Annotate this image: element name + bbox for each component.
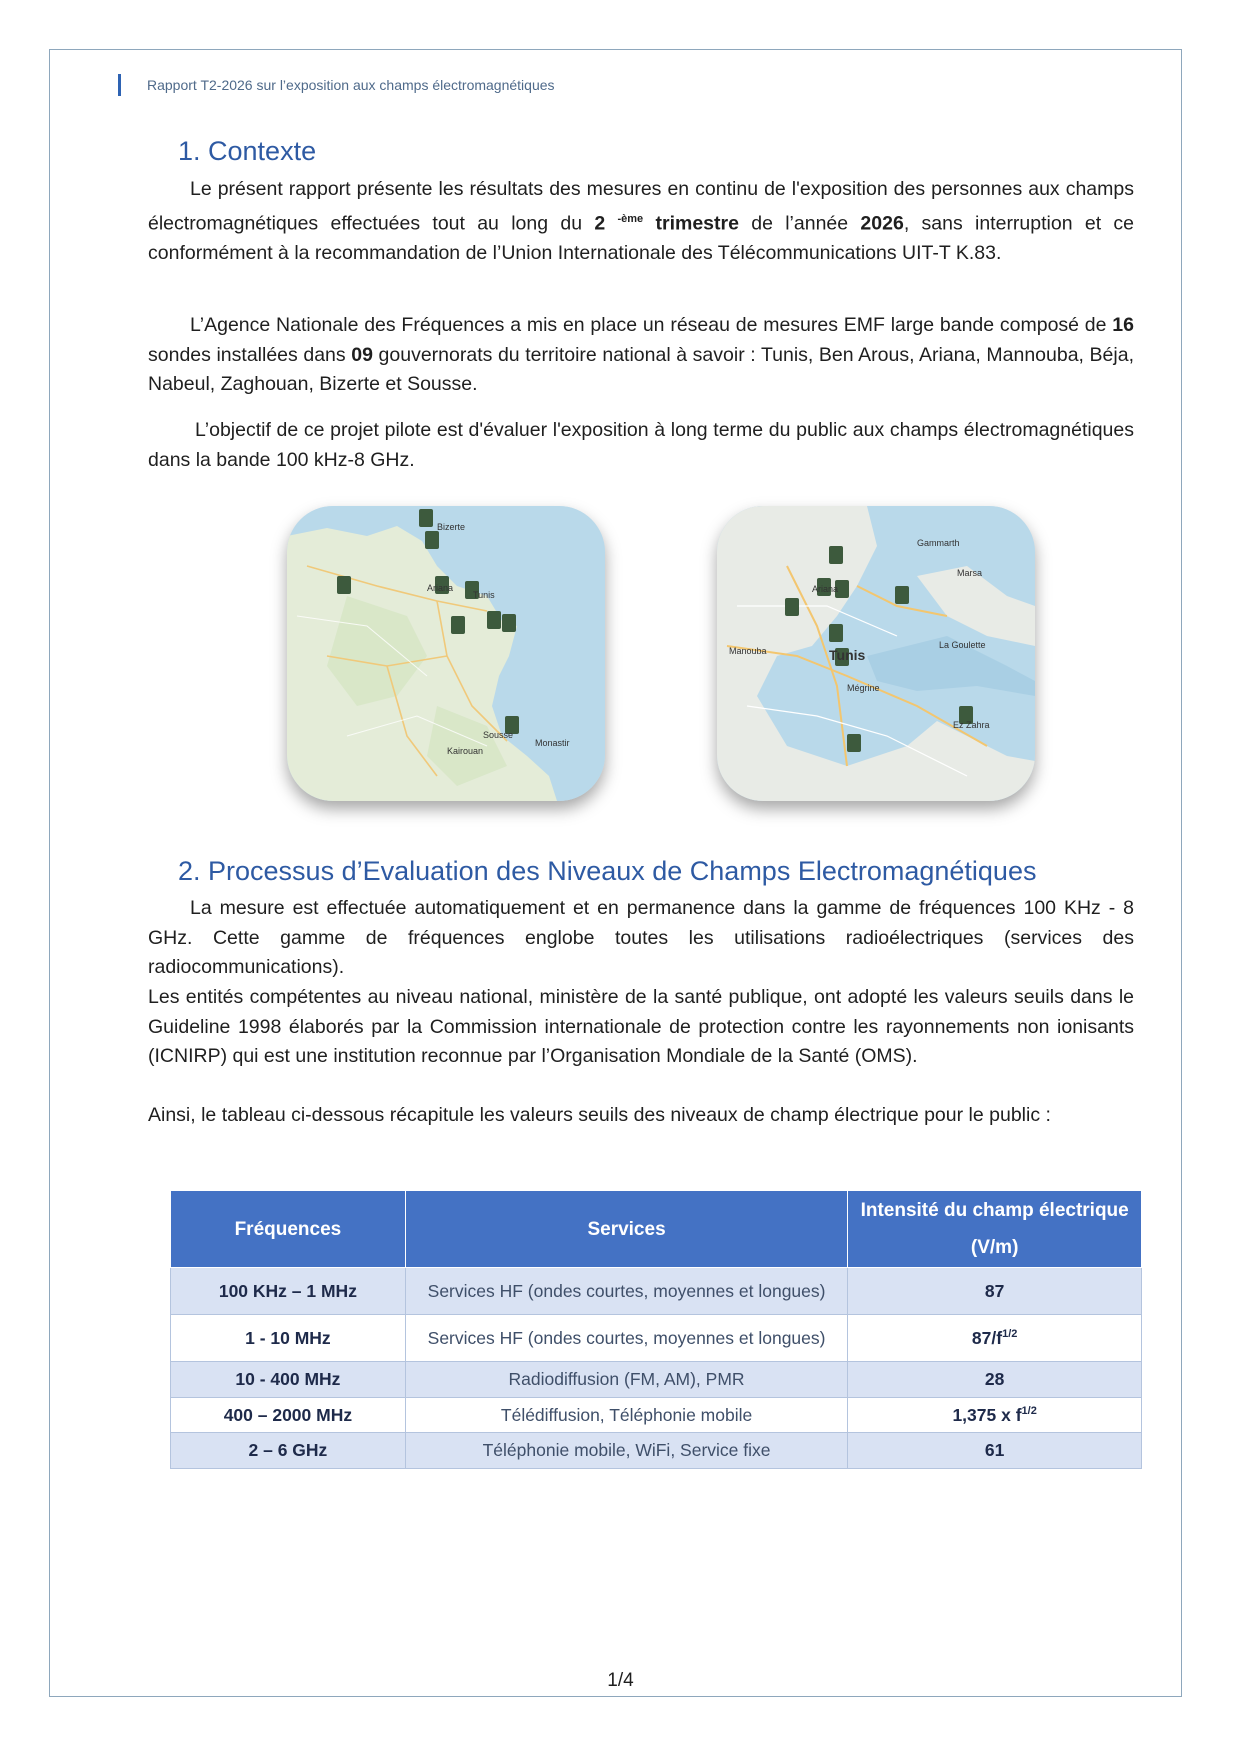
cell-service: Téléphonie mobile, WiFi, Service fixe bbox=[405, 1433, 847, 1469]
governorate-count: 09 bbox=[351, 343, 373, 366]
section-1-heading: 1. Contexte bbox=[178, 136, 317, 166]
section-1-paragraph-3: L’objectif de ce projet pilote est d'évaluer l'exposition à long terme du public aux champs électromagnétiques dans la bande 100 kHz-8 GHz. bbox=[148, 419, 1134, 471]
table-row bbox=[171, 1433, 1142, 1469]
column-header-field-intensity: Intensité du champ électrique (V/m) bbox=[848, 1191, 1142, 1268]
map-right-label-2: Ariana bbox=[812, 584, 839, 594]
column-header-services: Services bbox=[405, 1191, 847, 1268]
section-1-paragraph-2: L’Agence Nationale des Fréquences a mis en place un réseau de mesures EMF large bande composé de 16 sondes installées dans 09 gouvernorats du territoire national à savoir : Tunis, Ben Arous, Ariana, Mannouba, Béja, Nabeul, Zaghouan, Bizerte et Sousse. bbox=[148, 314, 1135, 395]
threshold-table bbox=[170, 1190, 1142, 1469]
table-header-row bbox=[171, 1191, 1142, 1268]
page-number: 1/4 bbox=[607, 1670, 634, 1691]
probe-count: 16 bbox=[1112, 314, 1134, 336]
cell-frequency: 10 - 400 MHz bbox=[171, 1362, 406, 1398]
map-tunis-area bbox=[717, 506, 1035, 801]
cell-value: $87/f^{1/2}$ bbox=[848, 1315, 1142, 1362]
cell-value: 87 bbox=[848, 1268, 1142, 1315]
section-2-paragraph-3: Ainsi, le tableau ci-dessous récapitule les valeurs seuils des niveaux de champ électrique pour le public : bbox=[148, 1104, 1051, 1126]
column-header-frequencies: Fréquences bbox=[171, 1191, 406, 1268]
section-1-paragraph-1: Le présent rapport présente les résultats des mesures en continu de l'exposition des personnes aux champs électromagnétiques effectuées tout au long du 2 $^{-ème}$ trimestre de l’année 2026, sans interruption et ce conformément à la recommandation de l’Union Internationale des Télécommunications UIT-T K.83. bbox=[148, 178, 1135, 264]
map-left-label-6: Kairouan bbox=[447, 746, 484, 756]
map-right-label-5: Mégrine bbox=[847, 683, 880, 693]
cell-frequency: 400 – 2000 MHz bbox=[171, 1398, 406, 1433]
cell-frequency: 1 - 10 MHz bbox=[171, 1315, 406, 1362]
cell-service: Radiodiffusion (FM, AM), PMR bbox=[405, 1362, 847, 1398]
map-right-label-3: Manouba bbox=[729, 646, 767, 656]
map-tunis-area-graphic bbox=[717, 506, 1035, 801]
header-accent-bar bbox=[118, 74, 121, 96]
map-left-label-5: Monastir bbox=[535, 738, 570, 748]
map-right-label-7: Marsa bbox=[957, 568, 983, 578]
header-title: Rapport T2-2026 sur l’exposition aux champs électromagnétiques bbox=[147, 77, 555, 93]
map-right-label-4: La Goulette bbox=[939, 640, 986, 650]
quarter-word: trimestre bbox=[655, 212, 739, 234]
cell-value: 28 bbox=[848, 1362, 1142, 1398]
quarter-number: 2 bbox=[594, 212, 606, 234]
section-2-paragraph-2: Les entités compétentes au niveau national, ministère de la santé publique, ont adopté les valeurs seuils dans le Guideline 1998 élaborés par la Commission internationale de protection contre les rayonnements non ionisants (ICNIRP) qui est une institution reconnue par l’Organisation Mondiale de la Santé (OMS). bbox=[148, 986, 1134, 1067]
cell-frequency: 2 – 6 GHz bbox=[171, 1433, 406, 1469]
cell-service: Services HF (ondes courtes, moyennes et longues) bbox=[405, 1315, 847, 1362]
map-left-label-3: Tunis bbox=[473, 590, 495, 600]
page-header bbox=[118, 73, 555, 97]
table-row bbox=[171, 1268, 1142, 1315]
map-right-label-6: Ez Zahra bbox=[953, 720, 990, 730]
cell-service: Services HF (ondes courtes, moyennes et longues) bbox=[405, 1268, 847, 1315]
cell-value: 1,375 x $f^{1/2}$ bbox=[848, 1398, 1142, 1433]
map-right-label-8: Gammarth bbox=[917, 538, 960, 548]
map-left-label-4: Sousse bbox=[483, 730, 514, 740]
cell-service: Télédiffusion, Téléphonie mobile bbox=[405, 1398, 847, 1433]
cell-frequency: 100 KHz – 1 MHz bbox=[171, 1268, 406, 1315]
table-row bbox=[171, 1362, 1142, 1398]
cell-value: 61 bbox=[848, 1433, 1142, 1469]
map-tunisia-north bbox=[287, 506, 605, 801]
table-row bbox=[171, 1315, 1142, 1362]
section-2-heading: 2. Processus d’Evaluation des Niveaux de Champs Electromagnétiques bbox=[178, 856, 1037, 886]
report-year: 2026 bbox=[860, 212, 904, 234]
map-left-label-1: Bizerte bbox=[437, 522, 466, 532]
map-tunisia-north-graphic bbox=[287, 506, 605, 801]
map-right-label-1: Tunis bbox=[829, 647, 866, 663]
table-row bbox=[171, 1398, 1142, 1433]
section-2-paragraph-1: La mesure est effectuée automatiquement et en permanence dans la gamme de fréquences 100 KHz - 8 GHz. Cette gamme de fréquences englobe toutes les utilisations radioélectriques (services des radiocommunications). bbox=[148, 897, 1134, 978]
map-left-label-2: Ariana bbox=[427, 583, 454, 593]
